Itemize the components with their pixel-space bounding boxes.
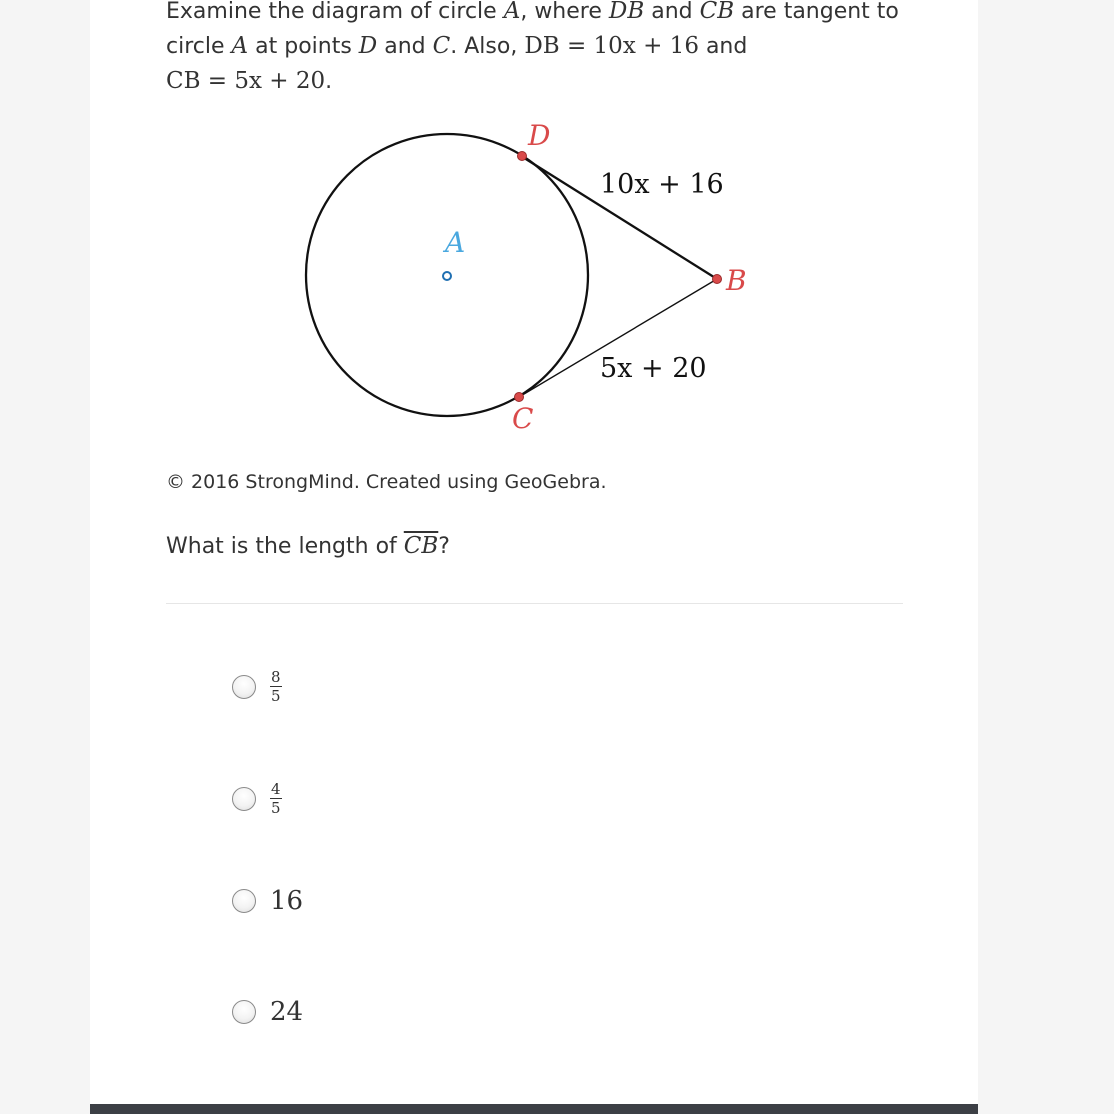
geometry-diagram (290, 112, 810, 442)
radio-button[interactable] (232, 1000, 256, 1024)
math-circle-a: A (231, 33, 249, 59)
label-a: A (445, 226, 466, 259)
question-text-part: and (698, 34, 748, 59)
label-d: D (528, 119, 551, 152)
prompt-text: ? (438, 534, 450, 559)
math-segment-db: DB (608, 0, 645, 24)
answer-choice-2[interactable] (232, 781, 282, 816)
fraction-denominator: 5 (271, 799, 281, 817)
fraction-answer (270, 781, 282, 816)
fraction-numerator: 4 (271, 780, 281, 798)
math-equation-db: DB = 10x + 16 (524, 33, 699, 59)
question-text-part: Examine the diagram of circle (166, 0, 504, 24)
question-text (166, 0, 906, 99)
answer-choice-3[interactable] (232, 886, 303, 916)
question-prompt (166, 533, 450, 559)
label-c: C (512, 402, 534, 435)
fraction-answer (270, 669, 282, 704)
question-text-part: . (325, 69, 333, 94)
label-b: B (726, 264, 747, 297)
question-text-part: , where (520, 0, 609, 24)
segment-cb-overline: $\overline{CB}$ (403, 533, 439, 559)
bottom-bar (90, 1104, 978, 1114)
math-segment-cb: CB (699, 0, 735, 24)
question-text-part: . Also, (450, 34, 525, 59)
image-credit: © 2016 StrongMind. Created using GeoGebra. (166, 471, 607, 493)
point-d (518, 152, 527, 161)
point-b (713, 275, 722, 284)
radio-button[interactable] (232, 675, 256, 699)
radio-button[interactable] (232, 787, 256, 811)
math-point-c: C (432, 33, 451, 59)
math-circle-a: A (503, 0, 521, 24)
question-text-part: and (644, 0, 700, 24)
radio-button[interactable] (232, 889, 256, 913)
length-label-cb: 5x + 20 (600, 353, 707, 384)
math-equation-cb: CB = 5x + 20 (166, 68, 326, 94)
fraction-numerator: 8 (271, 668, 281, 686)
answer-choice-1[interactable] (232, 669, 282, 704)
prompt-text: What is the length of (166, 534, 404, 559)
question-text-part: and (377, 34, 433, 59)
question-text-part: at points (248, 34, 359, 59)
center-point-a (443, 272, 451, 280)
answer-text: 16 (270, 886, 304, 916)
answer-choice-4[interactable] (232, 997, 303, 1027)
point-c (515, 393, 524, 402)
answer-text: 24 (270, 997, 304, 1027)
divider (166, 603, 903, 604)
math-point-d: D (358, 33, 378, 59)
question-text-part: are tangent to circle (166, 0, 899, 59)
fraction-denominator: 5 (271, 687, 281, 705)
length-label-db: 10x + 16 (600, 169, 724, 200)
